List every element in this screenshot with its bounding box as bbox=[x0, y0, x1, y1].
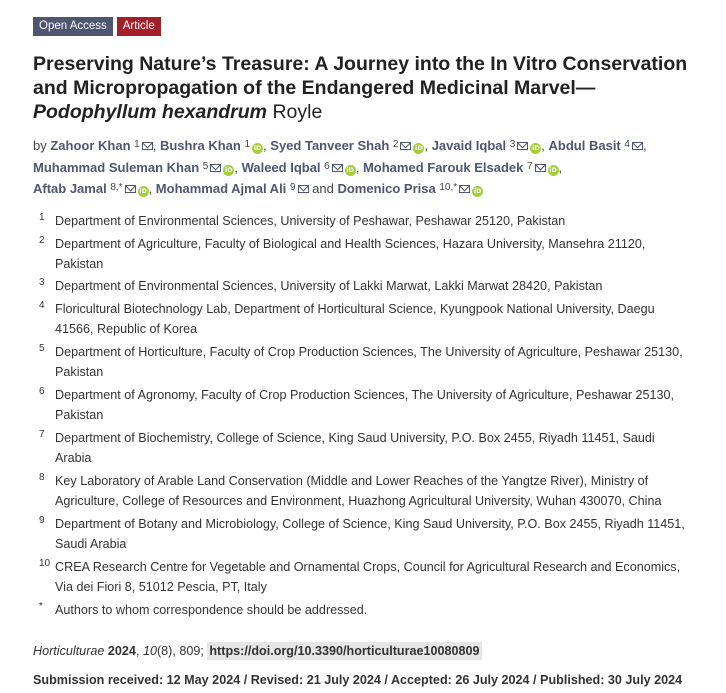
affiliation-number: * bbox=[39, 601, 43, 613]
author-name[interactable]: Abdul Basit bbox=[548, 138, 621, 153]
doi-link[interactable]: https://doi.org/10.3390/horticulturae10080809 bbox=[209, 644, 480, 658]
affiliations-list bbox=[33, 211, 723, 620]
affiliation-item bbox=[33, 299, 723, 339]
article-title bbox=[33, 52, 723, 124]
author-name[interactable]: Mohammad Ajmal Ali bbox=[155, 181, 287, 196]
affiliation-text: Department of Agronomy, Faculty of Crop Production Sciences, The University of Agriculture, Peshawar 25130, bbox=[55, 388, 675, 403]
citation-year: 2024 bbox=[107, 644, 136, 658]
affiliation-number: 4 bbox=[39, 299, 45, 311]
author-affiliation-sup: 4 bbox=[624, 139, 630, 150]
title-species: Podophyllum hexandrum bbox=[33, 101, 268, 123]
affiliation-text: Floricultural Biotechnology Lab, Department of Horticultural Science, Kyungpook National University, Daegu bbox=[55, 301, 655, 316]
affiliation-text: Agriculture, College of Resources and Environment, Huazhong Agricultural University, Wuhan 430070, China bbox=[55, 494, 662, 509]
affiliation-text: Key Laboratory of Arable Land Conservation (Middle and Lower Reaches of the Yangtze River), Ministry of bbox=[55, 473, 649, 488]
orcid-icon[interactable]: iD bbox=[473, 187, 482, 195]
affiliation-text: Department of Environmental Sciences, University of Lakki Marwat, Lakki Marwat 28420, Pakistan bbox=[55, 279, 603, 294]
affiliation-number: 5 bbox=[39, 343, 45, 355]
affiliation-item bbox=[33, 428, 723, 468]
orcid-icon[interactable]: iD bbox=[346, 165, 355, 174]
email-icon[interactable] bbox=[517, 142, 528, 150]
byline-prefix: by bbox=[33, 138, 47, 153]
title-line-2: and Micropropagation of the Endangered Medicinal Marvel— bbox=[33, 77, 596, 99]
affiliation-item bbox=[33, 600, 723, 620]
affiliation-item bbox=[33, 276, 723, 296]
author-affiliation-sup: 8,* bbox=[110, 182, 123, 193]
affiliation-number: 2 bbox=[39, 234, 45, 246]
author-name[interactable]: Bushra Khan bbox=[159, 138, 241, 153]
citation-issue-pages: (8), 809; bbox=[156, 644, 204, 658]
email-icon[interactable] bbox=[210, 164, 221, 172]
affiliation-item bbox=[33, 234, 723, 274]
affiliation-item bbox=[33, 514, 723, 554]
affiliation-number: 1 bbox=[39, 212, 45, 223]
article-type-badge[interactable]: Article bbox=[117, 17, 161, 36]
email-icon[interactable] bbox=[459, 185, 470, 193]
badges bbox=[33, 17, 161, 36]
affiliation-text: Pakistan bbox=[55, 408, 104, 423]
author-and: and bbox=[312, 181, 334, 196]
affiliation-text: CREA Research Centre for Vegetable and Ornamental Crops, Council for Agricultural Research and Economics, bbox=[55, 560, 681, 575]
affiliation-text: Pakistan bbox=[55, 365, 104, 380]
affiliation-text: Department of Environmental Sciences, University of Peshawar, Peshawar 25120, Pakistan bbox=[55, 214, 566, 228]
affiliation-text: Department of Botany and Microbiology, College of Science, King Saud University, P.O. Box 2455, Riyadh 11451, bbox=[55, 516, 685, 531]
author-list: by Zahoor Khan $^1$ , Bushra Khan $^1$ iD , Syed Tanveer Shah $^2$ iD , Javaid Iqbal $^3$ iD , Abdul Basit $^4$ , Muhammad Suleman Khan $^5$ iD , Waleed Iqbal $^6$ iD , Mohamed Farouk Elsadek $^7$ iD , Aftab Jamal $^{8,*}$ iD , Mohammad Ajmal Ali $^9$ and Domenico Prisa $^{10,*}$ iD bbox=[33, 138, 647, 196]
affiliation-text: Authors to whom correspondence should be addressed. bbox=[55, 603, 368, 618]
publication-dates: Submission received: 12 May 2024 / Revised: 21 July 2024 / Accepted: 26 July 2024 / Published: 30 July 2024 bbox=[33, 673, 683, 687]
email-icon[interactable] bbox=[632, 142, 643, 150]
affiliation-number: 8 bbox=[39, 471, 45, 483]
affiliation-item bbox=[33, 471, 723, 511]
affiliation-number: 3 bbox=[39, 277, 45, 289]
citation-volume: 10 bbox=[142, 644, 157, 658]
title-authority: Royle bbox=[272, 101, 323, 123]
orcid-icon[interactable]: iD bbox=[415, 144, 423, 152]
open-access-badge[interactable]: Open Access bbox=[33, 17, 113, 36]
email-icon[interactable] bbox=[535, 164, 546, 172]
affiliation-number: 7 bbox=[39, 429, 45, 441]
affiliation-number: 10 bbox=[39, 558, 51, 570]
author-name[interactable]: Zahoor Khan bbox=[50, 138, 131, 153]
author-affiliation-sup: 7 bbox=[526, 160, 533, 172]
affiliation-text: Department of Biochemistry, College of Science, King Saud University, P.O. Box 2455, Riyadh 11451, Saudi bbox=[55, 431, 655, 446]
citation: Horticulturae 2024, 10(8), 809; https://doi.org/10.3390/horticulturae10080809 bbox=[33, 644, 480, 658]
affiliation-number: 9 bbox=[39, 514, 45, 526]
orcid-icon[interactable]: iD bbox=[139, 187, 147, 195]
author-name[interactable]: Waleed Iqbal bbox=[241, 159, 321, 175]
orcid-icon[interactable]: iD bbox=[225, 165, 233, 174]
title-line-1: Preserving Nature’s Treasure: A Journey into the In Vitro Conservation bbox=[33, 53, 688, 75]
author-name[interactable]: Syed Tanveer Shah bbox=[270, 138, 390, 153]
author-affiliation-sup: 5 bbox=[202, 160, 209, 172]
author-affiliation-sup: 6 bbox=[324, 160, 330, 172]
affiliation-text: Pakistan bbox=[55, 256, 104, 271]
author-name[interactable]: Aftab Jamal bbox=[33, 181, 107, 196]
email-icon[interactable] bbox=[142, 142, 153, 150]
affiliation-item bbox=[33, 385, 723, 425]
author-affiliation-sup: 2 bbox=[392, 139, 399, 150]
author-affiliation-sup: 3 bbox=[509, 139, 516, 150]
affiliation-item bbox=[33, 557, 723, 597]
affiliation-text: Department of Agriculture, Faculty of Biological and Health Sciences, Hazara University, Mansehra 21120, bbox=[55, 236, 646, 251]
author-affiliation-sup: 9 bbox=[289, 182, 296, 193]
affiliation-text: 41566, Republic of Korea bbox=[55, 322, 198, 337]
orcid-icon[interactable]: iD bbox=[549, 165, 557, 174]
author-name[interactable]: Mohamed Farouk Elsadek bbox=[362, 159, 524, 175]
author-affiliation-sup: 10,* bbox=[439, 182, 458, 193]
email-icon[interactable] bbox=[400, 142, 411, 150]
affiliation-text: Department of Horticulture, Faculty of Crop Production Sciences, The University of Agriculture, Peshawar 25130, bbox=[55, 345, 683, 360]
affiliation-item bbox=[33, 211, 723, 231]
email-icon[interactable] bbox=[298, 185, 309, 193]
email-icon[interactable] bbox=[125, 185, 136, 193]
affiliation-item bbox=[33, 342, 723, 382]
author-affiliation-sup: 1 bbox=[244, 139, 251, 150]
journal-name: Horticulturae bbox=[33, 644, 105, 658]
affiliation-number: 6 bbox=[39, 386, 45, 398]
affiliation-text: Saudi Arabia bbox=[55, 537, 127, 552]
author-name[interactable]: Domenico Prisa bbox=[337, 181, 436, 196]
author-name[interactable]: Muhammad Suleman Khan bbox=[33, 159, 200, 175]
orcid-icon[interactable]: iD bbox=[531, 144, 540, 152]
email-icon[interactable] bbox=[332, 164, 343, 172]
orcid-icon[interactable]: iD bbox=[253, 144, 262, 152]
author-affiliation-sup: 1 bbox=[134, 139, 140, 150]
affiliation-text: Arabia bbox=[55, 451, 92, 466]
affiliation-text: Via dei Fiori 8, 51012 Pescia, PT, Italy bbox=[55, 580, 267, 595]
author-name[interactable]: Javaid Iqbal bbox=[431, 138, 507, 153]
